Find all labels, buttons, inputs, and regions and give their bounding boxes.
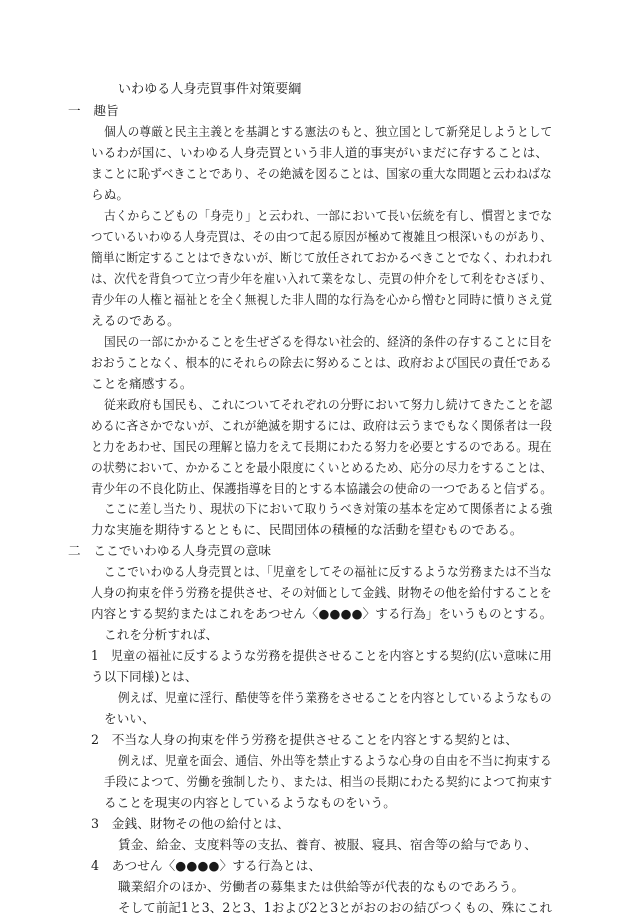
section-heading-purpose: 一 趣旨 bbox=[68, 103, 119, 118]
paragraph-line: 賃金、給金、支度料等の支払、養育、被服、寝具、宿舎等の給与であり、 bbox=[118, 837, 537, 852]
paragraph-line: えるのである。 bbox=[91, 313, 180, 328]
paragraph-line: らぬ。 bbox=[91, 187, 130, 202]
paragraph-line: 古くからこどもの「身売り」と云われ、一部において長い伝統を有し、慣習とまでな bbox=[104, 208, 553, 223]
paragraph-line: 力な実施を期待するとともに、民間団体の積極的な活動を望むものである。 bbox=[91, 522, 523, 537]
paragraph-line: ことを痛感する。 bbox=[91, 376, 193, 391]
paragraph-line: これを分析すれば、 bbox=[104, 627, 219, 642]
paragraph-line: 手段によつて、労働を強制したり、または、相当の長期にわたる契約によつて拘束す bbox=[104, 774, 553, 789]
list-item-3: 3 金銭、財物その他の給付とは、 bbox=[91, 816, 290, 831]
paragraph-line: 個人の尊厳と民主主義とを基調とする憲法のもと、独立国として新発足しようとして bbox=[104, 124, 553, 139]
paragraph-line: 青少年の人権と福祉とを全く無視した非人間的な行為を心から憎むと同時に憤りさえ覚 bbox=[91, 292, 553, 307]
paragraph-line: そして前記1と3、2と3、1および2と3とがおのおの結びつくもの、殊にこれ bbox=[118, 900, 553, 915]
list-item-1: 1 児童の福祉に反するような労務を提供させることを内容とする契約(広い意味に用 bbox=[91, 648, 552, 663]
paragraph-line: の状勢において、かかることを最小限度にくいとめるため、応分の尽力をすることは、 bbox=[91, 460, 553, 475]
paragraph-line: いるわが国に、いわゆる人身売買という非人道的事実がいまだに存することは、 bbox=[91, 145, 548, 160]
paragraph-line: は、次代を背負つて立つ青少年を雇い入れて業をなし、売買の仲介をして利をむさぼり、 bbox=[91, 271, 552, 286]
paragraph-line: 内容とする契約またはこれをあつせん〈●●●●〉する行為」をいうものとする。 bbox=[91, 606, 553, 621]
paragraph-line: 例えば、児童を面会、通信、外出等を禁止するような心身の自由を不当に拘束する bbox=[118, 753, 552, 768]
list-item-4: 4 あつせん〈●●●●〉する行為とは、 bbox=[91, 858, 322, 873]
paragraph-line: 職業紹介のほか、労働者の募集または供給等が代表的なものであろう。 bbox=[118, 879, 525, 894]
paragraph-line: 人身の拘束を伴う労務を提供させ、その対価として金銭、財物その他を給付することを bbox=[91, 585, 552, 600]
section-heading-meaning: 二 ここでいわゆる人身売買の意味 bbox=[68, 543, 272, 558]
list-item-2: 2 不当な人身の拘束を伴う労務を提供させることを内容とする契約とは、 bbox=[91, 732, 519, 747]
paragraph-line: めるに吝さかでないが、これが絶滅を期するには、政府は云うまでもなく関係者は一段 bbox=[91, 418, 553, 433]
paragraph-line: う以下同様)とは、 bbox=[91, 669, 198, 684]
document-title: いわゆる人身売買事件対策要綱 bbox=[118, 82, 302, 97]
paragraph-line: 国民の一部にかかることを生ぜざるを得ない社会的、経済的条件の存することに目を bbox=[104, 334, 553, 349]
paragraph-line: おおうことなく、根本的にそれらの除去に努めることは、政府および国民の責任である bbox=[91, 355, 552, 370]
paragraph-line: まことに恥ずべきことであり、その絶滅を図ることは、国家の重大な問題と云わねばな bbox=[91, 166, 552, 181]
paragraph-line: ここに差し当たり、現状の下において取りうべき対策の基本を定めて関係者による強 bbox=[104, 501, 553, 516]
paragraph-line: つているいわゆる人身売買は、その由つて起る原因が極めて複雑且つ根深いものがあり、 bbox=[91, 229, 552, 244]
paragraph-line: 従来政府も国民も、これについてそれぞれの分野において努力し続けてきたことを認 bbox=[104, 397, 553, 412]
paragraph-line: ここでいわゆる人身売買とは、「児童をしてその福祉に反するような労務または不当な bbox=[104, 564, 552, 579]
paragraph-line: をいい、 bbox=[104, 711, 155, 726]
paragraph-line: 例えば、児童に淫行、酷使等を伴う業務をさせることを内容としているようなもの bbox=[118, 690, 552, 705]
paragraph-line: 青少年の不良化防止、保護指導を目的とする本協議会の使命の一つであると信ずる。 bbox=[91, 481, 553, 496]
paragraph-line: 簡単に断定することはできないが、断じて放任されておかるべきことでなく、われわれ bbox=[91, 250, 552, 265]
paragraph-line: ることを現実の内容としているようなものをいう。 bbox=[104, 795, 396, 810]
paragraph-line: と力をあわせ、国民の理解と協力をえて長期にわたる努力を必要とするのである。現在 bbox=[91, 439, 552, 454]
